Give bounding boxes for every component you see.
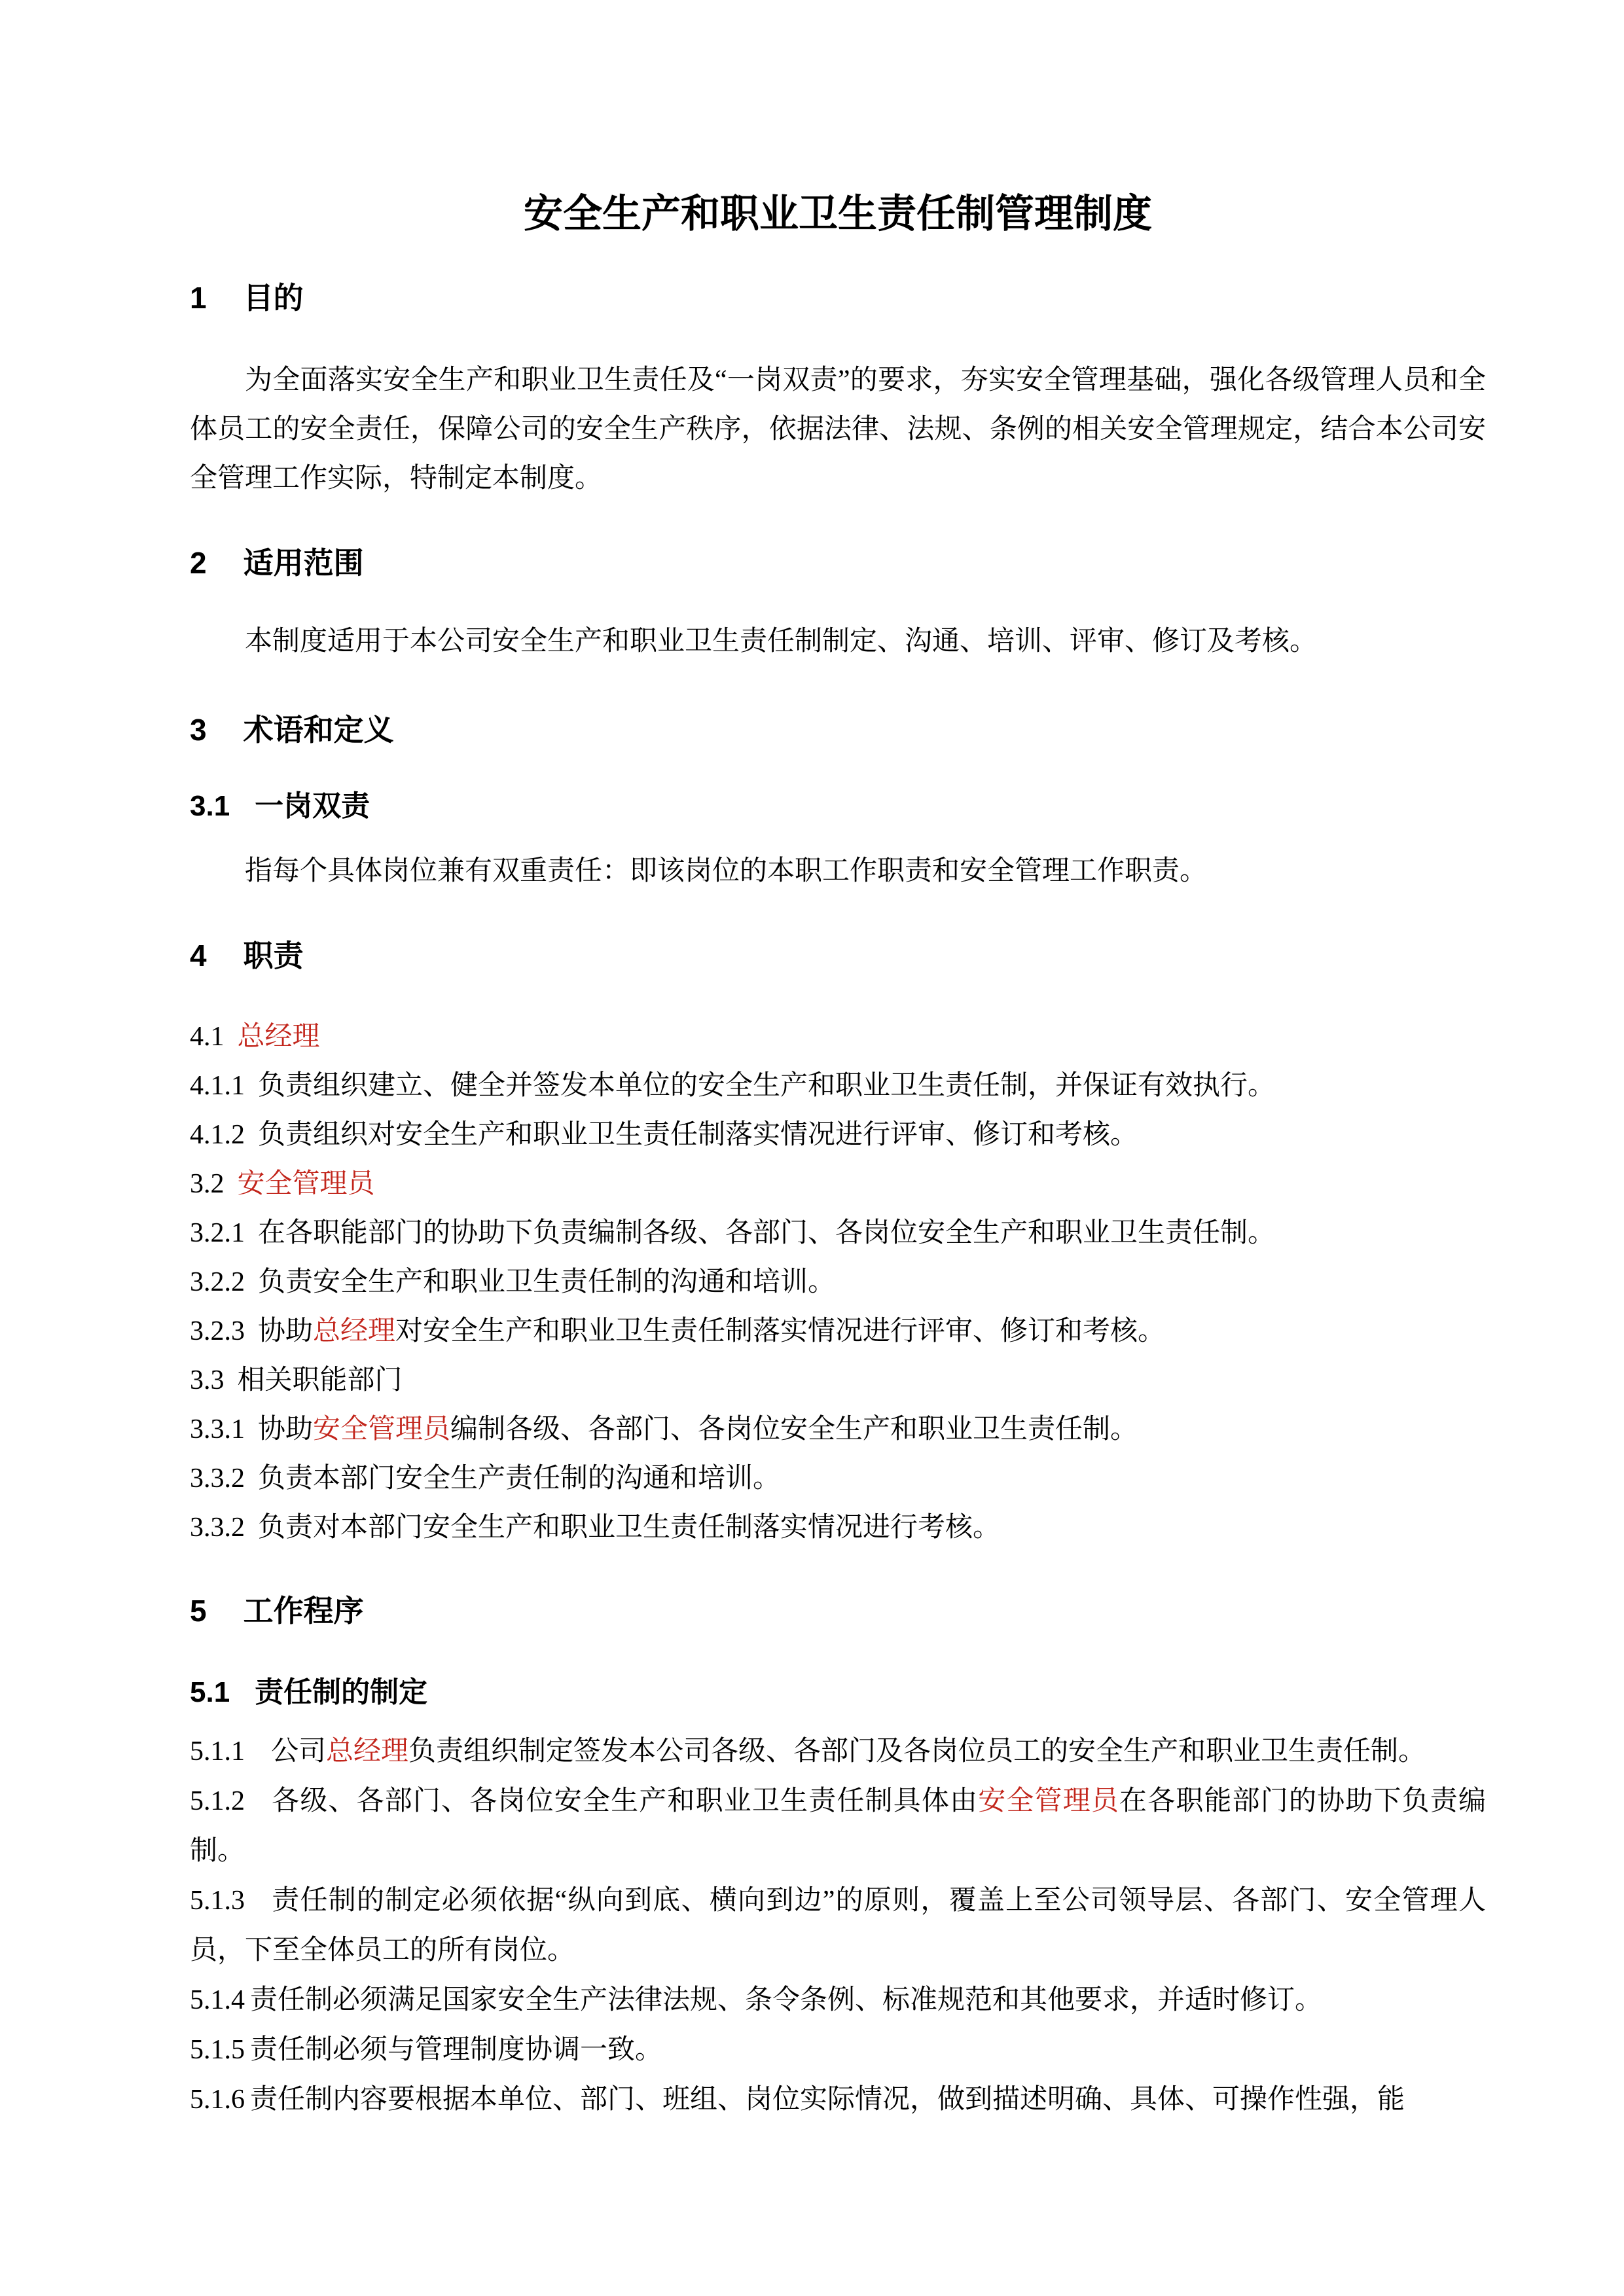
clause-text: 责任制必须满足国家安全生产法律法规、条令条例、标准规范和其他要求，并适时修订。 (250, 1985, 1323, 2015)
clause (190, 1776, 1486, 1876)
clause-text: 各级、各部门、各岗位安全生产和职业卫生责任制具体由 (271, 1786, 979, 1816)
clause-number: 3.2.2 (190, 1267, 245, 1297)
subsection-title: 责任制的制定 (255, 1676, 428, 1708)
clause (190, 1975, 1486, 2025)
subsection-number: 5.1 (190, 1676, 230, 1708)
clause (190, 1405, 1486, 1454)
section-heading-purpose (190, 281, 1486, 314)
section-heading-duties (190, 939, 1486, 972)
clause-text: 编制各级、各部门、各岗位安全生产和职业卫生责任制。 (450, 1414, 1138, 1444)
clause-text: 责任制必须与管理制度协调一致。 (250, 2035, 663, 2065)
clause-text: 在各职能部门的协助下负责编制。 (190, 1786, 1486, 1866)
clause (190, 1454, 1486, 1503)
clause-text: 协助 (258, 1414, 314, 1444)
clause-number: 3.2 (190, 1169, 225, 1199)
duties-clause-list (190, 1013, 1486, 1552)
clause-role-red: 安全管理员 (313, 1414, 451, 1444)
clause-number: 4.1.1 (190, 1071, 245, 1101)
section-title: 工作程序 (243, 1594, 364, 1628)
clause-role-red: 总经理 (313, 1316, 396, 1346)
clause-number: 4.1.2 (190, 1120, 245, 1150)
term-definition-paragraph: 指每个具体岗位兼有双重责任：即该岗位的本职工作职责和安全管理工作职责。 (245, 856, 1208, 886)
clause-number: 5.1.5 (190, 2035, 245, 2065)
procedure-clause-list (190, 1727, 1486, 2125)
section-heading-procedure (190, 1594, 1486, 1627)
clause-role-red: 安全管理员 (237, 1169, 375, 1199)
section-number: 1 (190, 281, 207, 315)
clause-number: 3.3.2 (190, 1513, 245, 1543)
clause (190, 1160, 1486, 1209)
document-title: 安全生产和职业卫生责任制管理制度 (524, 192, 1152, 236)
clause (190, 1307, 1486, 1356)
scope-paragraph: 本制度适用于本公司安全生产和职业卫生责任制制定、沟通、培训、评审、修订及考核。 (245, 626, 1318, 656)
clause (190, 1727, 1486, 1776)
purpose-paragraph: 为全面落实安全生产和职业卫生责任及“一岗双责”的要求，夯实安全管理基础，强化各级管理人员和全体员工的安全责任，保障公司的安全生产秩序，依据法律、法规、条例的相关安全管理规定，结合本公司安全管理工作实际，特制定本制度。 (190, 365, 1486, 493)
subsection-heading-term (190, 791, 1486, 822)
clause-role-red: 总经理 (237, 1022, 320, 1052)
subsection-heading-formulation (190, 1677, 1486, 1708)
clause (190, 1503, 1486, 1552)
clause-text: 相关职能部门 (237, 1365, 403, 1395)
section-title: 适用范围 (243, 546, 364, 580)
section-heading-scope (190, 547, 1486, 579)
clause (190, 1013, 1486, 1062)
clause-number: 4.1 (190, 1022, 225, 1052)
clause-text: 公司 (271, 1736, 327, 1767)
section-title: 术语和定义 (243, 713, 394, 747)
clause-text: 负责安全生产和职业卫生责任制的沟通和培训。 (258, 1267, 836, 1297)
subsection-title: 一岗双责 (255, 790, 370, 822)
clause-text: 负责组织对安全生产和职业卫生责任制落实情况进行评审、修订和考核。 (258, 1120, 1138, 1150)
clause (190, 1356, 1486, 1405)
clause (190, 1062, 1486, 1111)
clause-number: 3.2.1 (190, 1218, 245, 1248)
section-title: 目的 (243, 281, 304, 315)
clause (190, 2025, 1486, 2075)
clause-text: 在各职能部门的协助下负责编制各级、各部门、各岗位安全生产和职业卫生责任制。 (258, 1218, 1276, 1248)
section-number: 4 (190, 939, 207, 973)
clause-number: 3.3.1 (190, 1414, 245, 1444)
section-number: 2 (190, 546, 207, 580)
clause-number: 5.1.2 (190, 1786, 245, 1816)
clause-number: 3.3 (190, 1365, 225, 1395)
clause-text: 负责组织建立、健全并签发本单位的安全生产和职业卫生责任制，并保证有效执行。 (258, 1071, 1276, 1101)
clause-number: 5.1.6 (190, 2085, 245, 2115)
clause-text: 协助 (258, 1316, 314, 1346)
clause (190, 1876, 1486, 1975)
subsection-number: 3.1 (190, 790, 230, 822)
section-title: 职责 (243, 939, 304, 973)
section-heading-terms (190, 713, 1486, 746)
clause-number: 3.2.3 (190, 1316, 245, 1346)
section-number: 5 (190, 1594, 207, 1628)
clause-text: 责任制内容要根据本单位、部门、班组、岗位实际情况，做到描述明确、具体、可操作性强，能 (250, 2085, 1405, 2115)
clause-text: 负责本部门安全生产责任制的沟通和培训。 (258, 1463, 781, 1494)
clause-number: 5.1.4 (190, 1985, 245, 2015)
section-number: 3 (190, 713, 207, 747)
clause (190, 2075, 1486, 2125)
clause (190, 1258, 1486, 1307)
clause (190, 1209, 1486, 1258)
clause-text: 负责组织制定签发本公司各级、各部门及各岗位员工的安全生产和职业卫生责任制。 (408, 1736, 1426, 1767)
clause-role-red: 总经理 (326, 1736, 409, 1767)
clause-number: 3.3.2 (190, 1463, 245, 1494)
clause-text: 责任制的制定必须依据“纵向到底、横向到边”的原则，覆盖上至公司领导层、各部门、安全管理人员，下至全体员工的所有岗位。 (190, 1886, 1486, 1965)
clause-number: 5.1.3 (190, 1886, 245, 1916)
clause-text: 负责对本部门安全生产和职业卫生责任制落实情况进行考核。 (258, 1513, 1001, 1543)
clause-role-red: 安全管理员 (978, 1786, 1120, 1816)
clause-text: 对安全生产和职业卫生责任制落实情况进行评审、修订和考核。 (395, 1316, 1166, 1346)
clause (190, 1111, 1486, 1160)
clause-number: 5.1.1 (190, 1736, 245, 1767)
